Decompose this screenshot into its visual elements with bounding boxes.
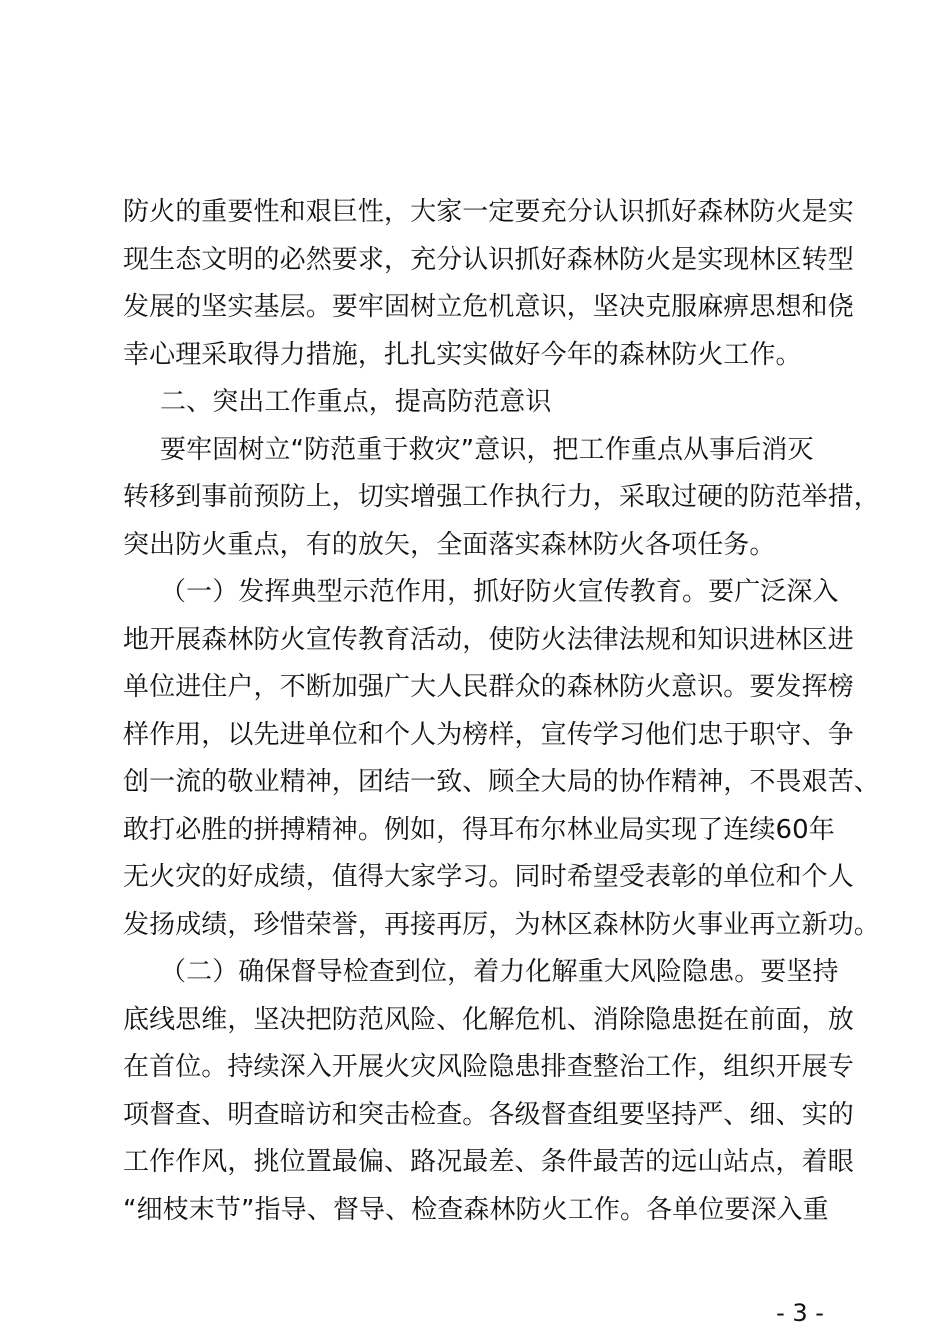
text-line: 单位进住户，不断加强广大人民群众的森林防火意识。要发挥榜 [123,672,854,702]
text-line: 幸心理采取得力措施，扎扎实实做好今年的森林防火工作。 [123,340,802,370]
text-line: 工作作风，挑位置最偏、路况最差、条件最苦的远山站点，着眼 [123,1147,854,1177]
text-line: 在首位。持续深入开展火灾风险隐患排查整治工作，组织开展专 [123,1052,854,1082]
text-line: 地开展森林防火宣传教育活动，使防火法律法规和知识进林区进 [123,625,854,655]
text-line: 防火的重要性和艰巨性，大家一定要充分认识抓好森林防火是实 [123,197,854,227]
text-line: 突出防火重点，有的放矢，全面落实森林防火各项任务。 [123,530,776,560]
section-heading: 二、突出工作重点，提高防范意识 [160,387,552,417]
text-line: 转移到事前预防上，切实增强工作执行力，采取过硬的防范举措， [123,482,880,512]
subsection-heading: （二）确保督导检查到位，着力化解重大风险隐患。要坚持 [160,957,839,987]
text-line: 无火灾的好成绩，值得大家学习。同时希望受表彰的单位和个人 [123,862,854,892]
text-line: 现生态文明的必然要求，充分认识抓好森林防火是实现林区转型 [123,245,854,275]
text-line: 底线思维，坚决把防范风险、化解危机、消除隐患挺在前面，放 [123,1005,854,1035]
subsection-heading: （一）发挥典型示范作用，抓好防火宣传教育。要广泛深入 [160,577,839,607]
text-line: 发展的坚实基层。要牢固树立危机意识，坚决克服麻痹思想和侥 [123,292,854,322]
page-number: - 3 - [776,1299,824,1327]
text-line: 要牢固树立“防范重于救灾”意识，把工作重点从事后消灭 [160,435,814,465]
text-line: 样作用，以先进单位和个人为榜样，宣传学习他们忠于职守、争 [123,720,854,750]
text-line: 发扬成绩，珍惜荣誉，再接再厉，为林区森林防火事业再立新功。 [123,910,880,940]
text-line: “细枝末节”指导、督导、检查森林防火工作。各单位要深入重 [123,1195,829,1225]
text-line: 项督查、明查暗访和突击检查。各级督查组要坚持严、细、实的 [123,1100,854,1130]
text-line: 敢打必胜的拼搏精神。例如，得耳布尔林业局实现了连续60年 [123,815,835,845]
text-line: 创一流的敬业精神，团结一致、顾全大局的协作精神，不畏艰苦、 [123,767,880,797]
